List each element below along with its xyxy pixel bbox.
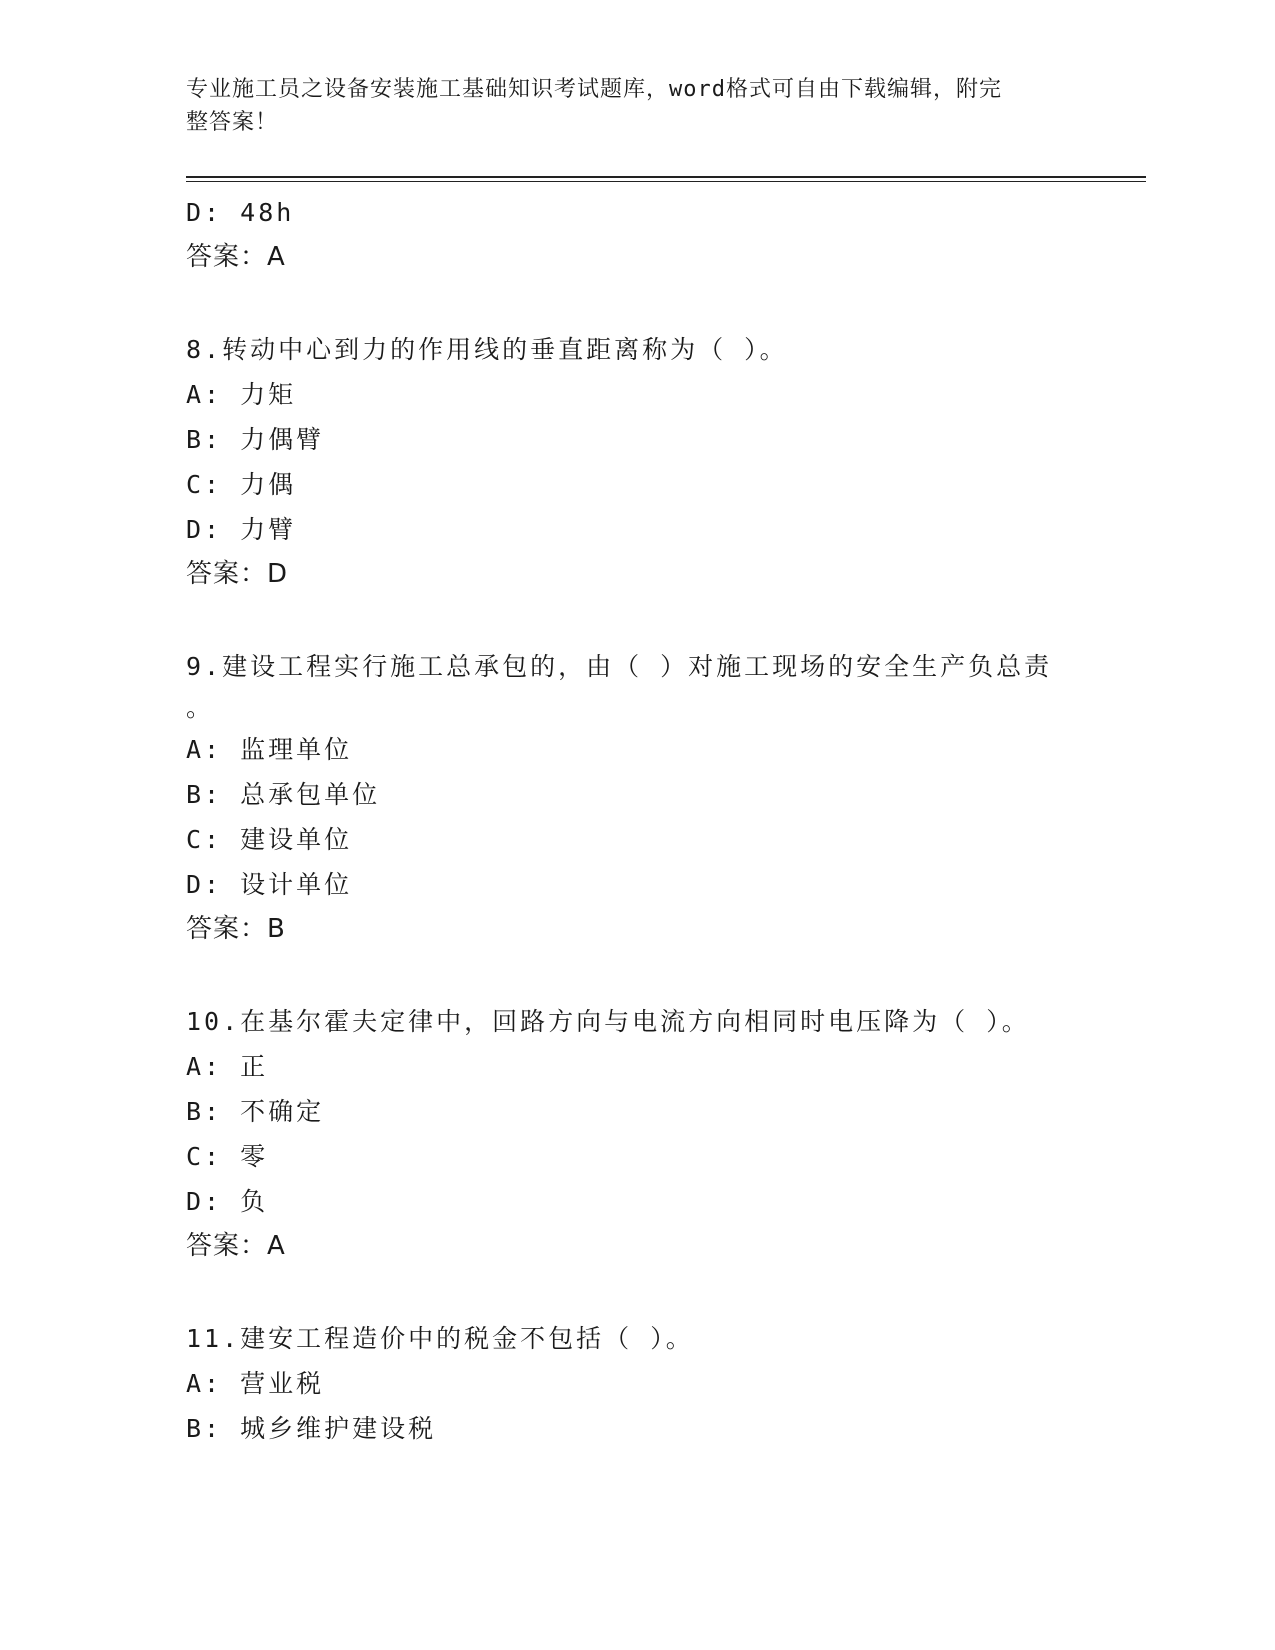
option-a: A: 营业税 xyxy=(186,1369,325,1398)
option-d: D: 负 xyxy=(186,1187,269,1216)
option-c: C: 力偶 xyxy=(186,470,297,499)
option-d: D: 力臂 xyxy=(186,515,297,544)
header-rule-thin xyxy=(186,181,1146,182)
question-8 xyxy=(186,327,1086,597)
spacer xyxy=(186,597,1086,644)
answer-line: 答案：B xyxy=(186,914,286,944)
option-d: D: 设计单位 xyxy=(186,870,353,899)
option-b: B: 不确定 xyxy=(186,1097,325,1126)
prev-question-tail xyxy=(186,190,1086,280)
question-stem-tail: 。 xyxy=(186,693,215,722)
answer-line: 答案：D xyxy=(186,559,289,589)
option-a: A: 正 xyxy=(186,1052,269,1081)
question-11 xyxy=(186,1316,1086,1451)
question-9 xyxy=(186,644,1086,952)
option-b: B: 力偶臂 xyxy=(186,425,325,454)
question-stem: 8.转动中心到力的作用线的垂直距离称为（ ）。 xyxy=(186,335,788,364)
spacer xyxy=(186,1269,1086,1316)
header-rule-thick xyxy=(186,176,1146,178)
header-line-2: 整答案！ xyxy=(186,110,279,135)
question-stem: 10.在基尔霍夫定律中，回路方向与电流方向相同时电压降为（ ）。 xyxy=(186,1007,1030,1036)
answer-line: 答案：A xyxy=(186,242,286,272)
header-line-1: 专业施工员之设备安装施工基础知识考试题库，word格式可自由下载编辑，附完 xyxy=(186,77,1002,102)
option-c: C: 零 xyxy=(186,1142,269,1171)
option-c: C: 建设单位 xyxy=(186,825,353,854)
option-b: B: 总承包单位 xyxy=(186,780,381,809)
question-10 xyxy=(186,999,1086,1269)
question-content xyxy=(186,190,1086,1451)
question-stem: 11.建安工程造价中的税金不包括（ ）。 xyxy=(186,1324,694,1353)
option-a: A: 力矩 xyxy=(186,380,297,409)
question-stem: 9.建设工程实行施工总承包的，由（ ）对施工现场的安全生产负总责 xyxy=(186,652,1053,681)
answer-line: 答案：A xyxy=(186,1231,286,1261)
spacer xyxy=(186,952,1086,999)
page-header xyxy=(186,73,1066,139)
option-d: D: 48h xyxy=(186,198,295,227)
spacer xyxy=(186,280,1086,327)
option-a: A: 监理单位 xyxy=(186,735,353,764)
option-b: B: 城乡维护建设税 xyxy=(186,1414,437,1443)
